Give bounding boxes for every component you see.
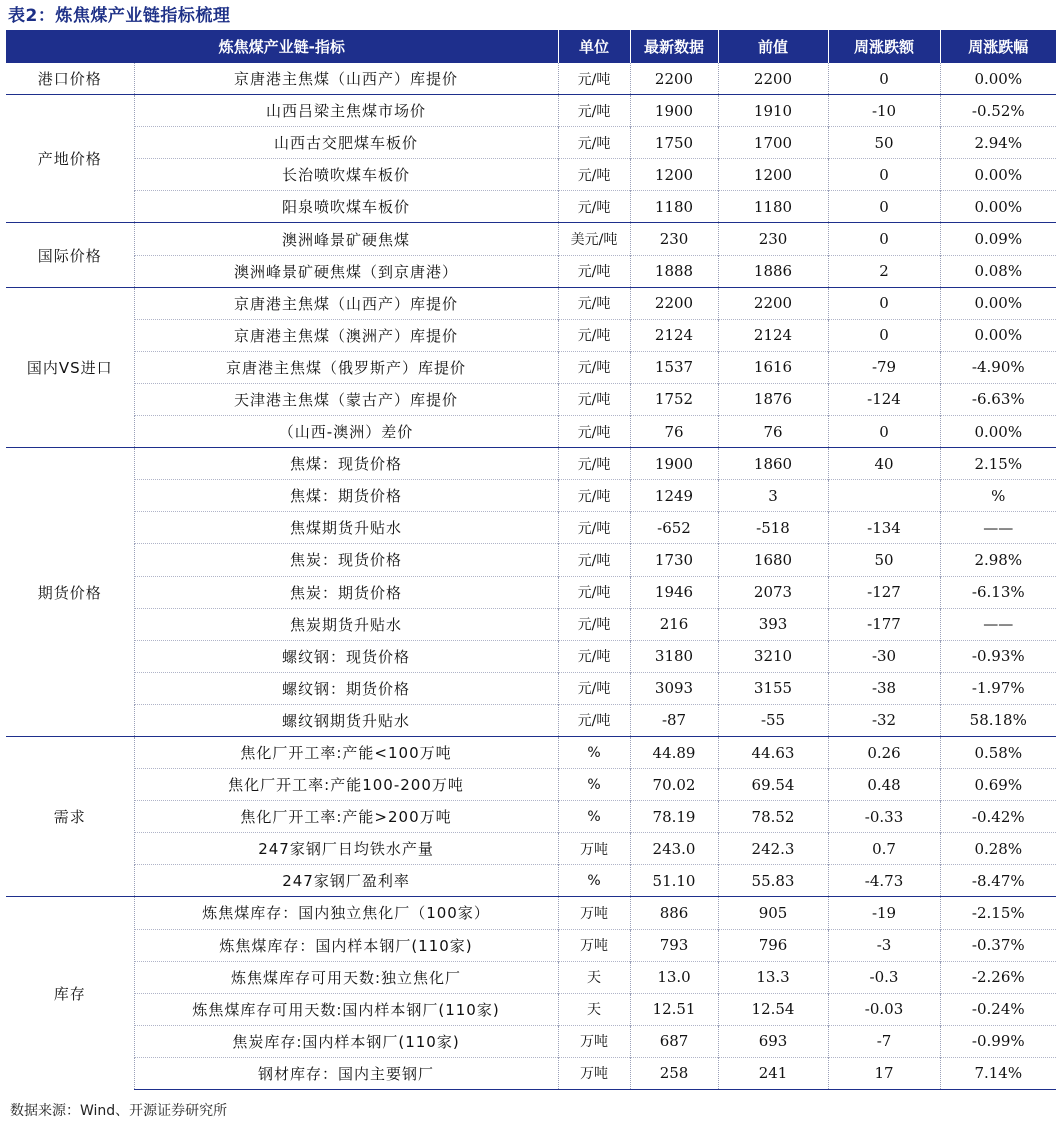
indicator-cell: 焦炭：现货价格	[134, 544, 558, 576]
table-row	[6, 480, 1056, 512]
weekly-change-cell: -3	[828, 929, 940, 961]
latest-value-cell: 1900	[630, 95, 718, 127]
latest-value-cell: 1730	[630, 544, 718, 576]
category-cell: 库存	[6, 897, 134, 1090]
weekly-change-pct-cell: 58.18%	[940, 704, 1056, 736]
latest-value-cell: 687	[630, 1025, 718, 1057]
table-row	[6, 608, 1056, 640]
latest-value-cell: 2200	[630, 287, 718, 319]
previous-value-cell: 230	[718, 223, 828, 255]
weekly-change-pct-cell: 2.15%	[940, 448, 1056, 480]
weekly-change-pct-cell: -0.99%	[940, 1025, 1056, 1057]
table-row	[6, 929, 1056, 961]
indicator-cell: 天津港主焦煤（蒙古产）库提价	[134, 383, 558, 415]
latest-value-cell: 3180	[630, 640, 718, 672]
table-row	[6, 672, 1056, 704]
latest-value-cell: 1200	[630, 159, 718, 191]
table-row	[6, 769, 1056, 801]
weekly-change-cell: -38	[828, 672, 940, 704]
weekly-change-pct-cell: ——	[940, 512, 1056, 544]
weekly-change-pct-cell: 0.00%	[940, 63, 1056, 95]
weekly-change-pct-cell: 0.00%	[940, 416, 1056, 448]
unit-cell: 元/吨	[558, 704, 630, 736]
unit-cell: 元/吨	[558, 63, 630, 95]
weekly-change-cell: 0	[828, 63, 940, 95]
header-pct: 周涨跌幅	[940, 30, 1056, 63]
indicator-cell: 焦煤期货升贴水	[134, 512, 558, 544]
latest-value-cell: 1180	[630, 191, 718, 223]
weekly-change-cell: 40	[828, 448, 940, 480]
table-body	[6, 63, 1056, 1090]
latest-value-cell: 230	[630, 223, 718, 255]
previous-value-cell: 1680	[718, 544, 828, 576]
header-row	[6, 30, 1056, 63]
previous-value-cell: 2200	[718, 63, 828, 95]
unit-cell: 元/吨	[558, 127, 630, 159]
unit-cell: 元/吨	[558, 544, 630, 576]
unit-cell: 万吨	[558, 1057, 630, 1089]
table-row	[6, 159, 1056, 191]
weekly-change-cell: 0	[828, 416, 940, 448]
table-row	[6, 576, 1056, 608]
table-row	[6, 1057, 1056, 1089]
unit-cell: 天	[558, 993, 630, 1025]
indicator-cell: 焦化厂开工率:产能>200万吨	[134, 801, 558, 833]
weekly-change-pct-cell: 0.69%	[940, 769, 1056, 801]
previous-value-cell: 1876	[718, 383, 828, 415]
table-row	[6, 512, 1056, 544]
weekly-change-pct-cell: 2.94%	[940, 127, 1056, 159]
indicator-cell: 焦炭：期货价格	[134, 576, 558, 608]
latest-value-cell: 793	[630, 929, 718, 961]
previous-value-cell: 242.3	[718, 833, 828, 865]
table-row	[6, 961, 1056, 993]
previous-value-cell: -518	[718, 512, 828, 544]
indicator-cell: 长治喷吹煤车板价	[134, 159, 558, 191]
weekly-change-cell: 50	[828, 544, 940, 576]
weekly-change-cell: 0	[828, 191, 940, 223]
indicator-cell: 炼焦煤库存：国内独立焦化厂（100家）	[134, 897, 558, 929]
weekly-change-pct-cell: ——	[940, 608, 1056, 640]
previous-value-cell: 44.63	[718, 736, 828, 768]
category-cell: 国际价格	[6, 223, 134, 287]
table-row	[6, 897, 1056, 929]
indicator-cell: 京唐港主焦煤（澳洲产）库提价	[134, 319, 558, 351]
latest-value-cell: 44.89	[630, 736, 718, 768]
indicator-cell: 京唐港主焦煤（山西产）库提价	[134, 63, 558, 95]
latest-value-cell: 2200	[630, 63, 718, 95]
weekly-change-pct-cell: 0.00%	[940, 287, 1056, 319]
weekly-change-cell: 0	[828, 223, 940, 255]
table-row	[6, 255, 1056, 287]
indicator-cell: 炼焦煤库存可用天数:国内样本钢厂(110家)	[134, 993, 558, 1025]
weekly-change-pct-cell: 2.98%	[940, 544, 1056, 576]
indicator-cell: 焦炭期货升贴水	[134, 608, 558, 640]
unit-cell: 天	[558, 961, 630, 993]
table-row	[6, 63, 1056, 95]
unit-cell: 元/吨	[558, 448, 630, 480]
weekly-change-pct-cell: -1.97%	[940, 672, 1056, 704]
previous-value-cell: 393	[718, 608, 828, 640]
unit-cell: 万吨	[558, 897, 630, 929]
weekly-change-cell: -79	[828, 351, 940, 383]
previous-value-cell: 55.83	[718, 865, 828, 897]
weekly-change-cell: -134	[828, 512, 940, 544]
previous-value-cell: 2200	[718, 287, 828, 319]
previous-value-cell: 13.3	[718, 961, 828, 993]
header-change: 周涨跌额	[828, 30, 940, 63]
unit-cell: 元/吨	[558, 255, 630, 287]
table-row	[6, 1025, 1056, 1057]
latest-value-cell: -652	[630, 512, 718, 544]
weekly-change-pct-cell: 7.14%	[940, 1057, 1056, 1089]
previous-value-cell: 12.54	[718, 993, 828, 1025]
table-row	[6, 319, 1056, 351]
weekly-change-pct-cell: 0.28%	[940, 833, 1056, 865]
table-row	[6, 95, 1056, 127]
table-row	[6, 640, 1056, 672]
weekly-change-pct-cell: -0.52%	[940, 95, 1056, 127]
table-row	[6, 865, 1056, 897]
previous-value-cell: 78.52	[718, 801, 828, 833]
weekly-change-cell: 0.48	[828, 769, 940, 801]
previous-value-cell: 1616	[718, 351, 828, 383]
weekly-change-pct-cell: -0.93%	[940, 640, 1056, 672]
weekly-change-cell: -0.33	[828, 801, 940, 833]
weekly-change-pct-cell: -2.26%	[940, 961, 1056, 993]
table-row	[6, 448, 1056, 480]
indicator-cell: 澳洲峰景矿硬焦煤	[134, 223, 558, 255]
table-row	[6, 544, 1056, 576]
header-prev: 前值	[718, 30, 828, 63]
weekly-change-pct-cell: 0.09%	[940, 223, 1056, 255]
indicator-cell: （山西-澳洲）差价	[134, 416, 558, 448]
indicator-cell: 阳泉喷吹煤车板价	[134, 191, 558, 223]
unit-cell: 元/吨	[558, 351, 630, 383]
unit-cell: 元/吨	[558, 159, 630, 191]
table-row	[6, 127, 1056, 159]
latest-value-cell: 216	[630, 608, 718, 640]
indicator-cell: 炼焦煤库存可用天数:独立焦化厂	[134, 961, 558, 993]
latest-value-cell: 2124	[630, 319, 718, 351]
unit-cell: 元/吨	[558, 319, 630, 351]
weekly-change-cell: 0	[828, 159, 940, 191]
header-indicator: 炼焦煤产业链-指标	[6, 30, 558, 63]
header-unit: 单位	[558, 30, 630, 63]
unit-cell: 元/吨	[558, 576, 630, 608]
unit-cell: 元/吨	[558, 287, 630, 319]
weekly-change-pct-cell: -6.13%	[940, 576, 1056, 608]
latest-value-cell: 1249	[630, 480, 718, 512]
table-title: 表2：炼焦煤产业链指标梳理	[8, 6, 231, 26]
weekly-change-pct-cell: 0.00%	[940, 319, 1056, 351]
unit-cell: 元/吨	[558, 512, 630, 544]
table-row	[6, 993, 1056, 1025]
previous-value-cell: 3155	[718, 672, 828, 704]
weekly-change-pct-cell: -0.42%	[940, 801, 1056, 833]
weekly-change-cell	[828, 480, 940, 512]
latest-value-cell: 243.0	[630, 833, 718, 865]
indicator-cell: 螺纹钢：现货价格	[134, 640, 558, 672]
weekly-change-pct-cell: 0.00%	[940, 159, 1056, 191]
previous-value-cell: 905	[718, 897, 828, 929]
weekly-change-cell: -32	[828, 704, 940, 736]
previous-value-cell: 2124	[718, 319, 828, 351]
weekly-change-pct-cell: -2.15%	[940, 897, 1056, 929]
previous-value-cell: 69.54	[718, 769, 828, 801]
latest-value-cell: 70.02	[630, 769, 718, 801]
weekly-change-pct-cell: -6.63%	[940, 383, 1056, 415]
weekly-change-cell: 0.26	[828, 736, 940, 768]
unit-cell: 元/吨	[558, 672, 630, 704]
weekly-change-cell: -7	[828, 1025, 940, 1057]
latest-value-cell: 76	[630, 416, 718, 448]
latest-value-cell: 51.10	[630, 865, 718, 897]
table-row	[6, 223, 1056, 255]
previous-value-cell: -55	[718, 704, 828, 736]
latest-value-cell: 1900	[630, 448, 718, 480]
latest-value-cell: -87	[630, 704, 718, 736]
previous-value-cell: 1180	[718, 191, 828, 223]
unit-cell: 元/吨	[558, 95, 630, 127]
unit-cell: 元/吨	[558, 383, 630, 415]
weekly-change-pct-cell: -4.90%	[940, 351, 1056, 383]
table-row	[6, 704, 1056, 736]
unit-cell: %	[558, 865, 630, 897]
latest-value-cell: 1752	[630, 383, 718, 415]
latest-value-cell: 886	[630, 897, 718, 929]
latest-value-cell: 1537	[630, 351, 718, 383]
latest-value-cell: 13.0	[630, 961, 718, 993]
category-cell: 港口价格	[6, 63, 134, 95]
indicator-cell: 炼焦煤库存：国内样本钢厂(110家)	[134, 929, 558, 961]
latest-value-cell: 12.51	[630, 993, 718, 1025]
table-row	[6, 383, 1056, 415]
previous-value-cell: 3	[718, 480, 828, 512]
weekly-change-cell: -127	[828, 576, 940, 608]
latest-value-cell: 258	[630, 1057, 718, 1089]
weekly-change-cell: 0.7	[828, 833, 940, 865]
previous-value-cell: 2073	[718, 576, 828, 608]
previous-value-cell: 796	[718, 929, 828, 961]
weekly-change-cell: -10	[828, 95, 940, 127]
previous-value-cell: 693	[718, 1025, 828, 1057]
weekly-change-pct-cell: -8.47%	[940, 865, 1056, 897]
table-row	[6, 416, 1056, 448]
indicator-cell: 焦煤：期货价格	[134, 480, 558, 512]
unit-cell: 万吨	[558, 833, 630, 865]
unit-cell: %	[558, 736, 630, 768]
previous-value-cell: 1700	[718, 127, 828, 159]
latest-value-cell: 1946	[630, 576, 718, 608]
indicator-cell: 焦化厂开工率:产能<100万吨	[134, 736, 558, 768]
previous-value-cell: 1910	[718, 95, 828, 127]
table-row	[6, 351, 1056, 383]
weekly-change-pct-cell: 0.00%	[940, 191, 1056, 223]
header-latest: 最新数据	[630, 30, 718, 63]
weekly-change-cell: 0	[828, 319, 940, 351]
unit-cell: 元/吨	[558, 191, 630, 223]
table-row	[6, 191, 1056, 223]
latest-value-cell: 78.19	[630, 801, 718, 833]
weekly-change-cell: 17	[828, 1057, 940, 1089]
category-cell: 需求	[6, 736, 134, 896]
weekly-change-cell: 2	[828, 255, 940, 287]
weekly-change-cell: 0	[828, 287, 940, 319]
data-table	[6, 30, 1056, 1090]
weekly-change-cell: -4.73	[828, 865, 940, 897]
unit-cell: 万吨	[558, 929, 630, 961]
unit-cell: 元/吨	[558, 480, 630, 512]
weekly-change-cell: 50	[828, 127, 940, 159]
indicator-cell: 焦炭库存:国内样本钢厂(110家)	[134, 1025, 558, 1057]
latest-value-cell: 1750	[630, 127, 718, 159]
table-row	[6, 287, 1056, 319]
previous-value-cell: 241	[718, 1057, 828, 1089]
indicator-cell: 焦化厂开工率:产能100-200万吨	[134, 769, 558, 801]
indicator-cell: 螺纹钢期货升贴水	[134, 704, 558, 736]
unit-cell: 元/吨	[558, 640, 630, 672]
weekly-change-pct-cell: -0.24%	[940, 993, 1056, 1025]
indicator-cell: 京唐港主焦煤（俄罗斯产）库提价	[134, 351, 558, 383]
previous-value-cell: 1200	[718, 159, 828, 191]
weekly-change-pct-cell: 0.08%	[940, 255, 1056, 287]
weekly-change-pct-cell: %	[940, 480, 1056, 512]
indicator-cell: 钢材库存：国内主要钢厂	[134, 1057, 558, 1089]
previous-value-cell: 1886	[718, 255, 828, 287]
weekly-change-cell: -19	[828, 897, 940, 929]
previous-value-cell: 1860	[718, 448, 828, 480]
table-row	[6, 833, 1056, 865]
latest-value-cell: 1888	[630, 255, 718, 287]
indicator-cell: 247家钢厂盈利率	[134, 865, 558, 897]
category-cell: 期货价格	[6, 448, 134, 737]
indicator-cell: 山西古交肥煤车板价	[134, 127, 558, 159]
indicator-cell: 247家钢厂日均铁水产量	[134, 833, 558, 865]
unit-cell: 美元/吨	[558, 223, 630, 255]
unit-cell: %	[558, 801, 630, 833]
category-cell: 国内VS进口	[6, 287, 134, 447]
weekly-change-cell: -124	[828, 383, 940, 415]
indicator-cell: 京唐港主焦煤（山西产）库提价	[134, 287, 558, 319]
weekly-change-pct-cell: -0.37%	[940, 929, 1056, 961]
previous-value-cell: 3210	[718, 640, 828, 672]
indicator-cell: 螺纹钢：期货价格	[134, 672, 558, 704]
source-note: 数据来源：Wind、开源证券研究所	[10, 1103, 228, 1119]
indicator-cell: 澳洲峰景矿硬焦煤（到京唐港）	[134, 255, 558, 287]
weekly-change-cell: -0.03	[828, 993, 940, 1025]
previous-value-cell: 76	[718, 416, 828, 448]
category-cell: 产地价格	[6, 95, 134, 223]
latest-value-cell: 3093	[630, 672, 718, 704]
weekly-change-cell: -0.3	[828, 961, 940, 993]
unit-cell: 万吨	[558, 1025, 630, 1057]
table-row	[6, 736, 1056, 768]
weekly-change-cell: -177	[828, 608, 940, 640]
unit-cell: 元/吨	[558, 416, 630, 448]
weekly-change-cell: -30	[828, 640, 940, 672]
indicator-cell: 焦煤：现货价格	[134, 448, 558, 480]
indicator-cell: 山西吕梁主焦煤市场价	[134, 95, 558, 127]
unit-cell: %	[558, 769, 630, 801]
table-row	[6, 801, 1056, 833]
weekly-change-pct-cell: 0.58%	[940, 736, 1056, 768]
unit-cell: 元/吨	[558, 608, 630, 640]
